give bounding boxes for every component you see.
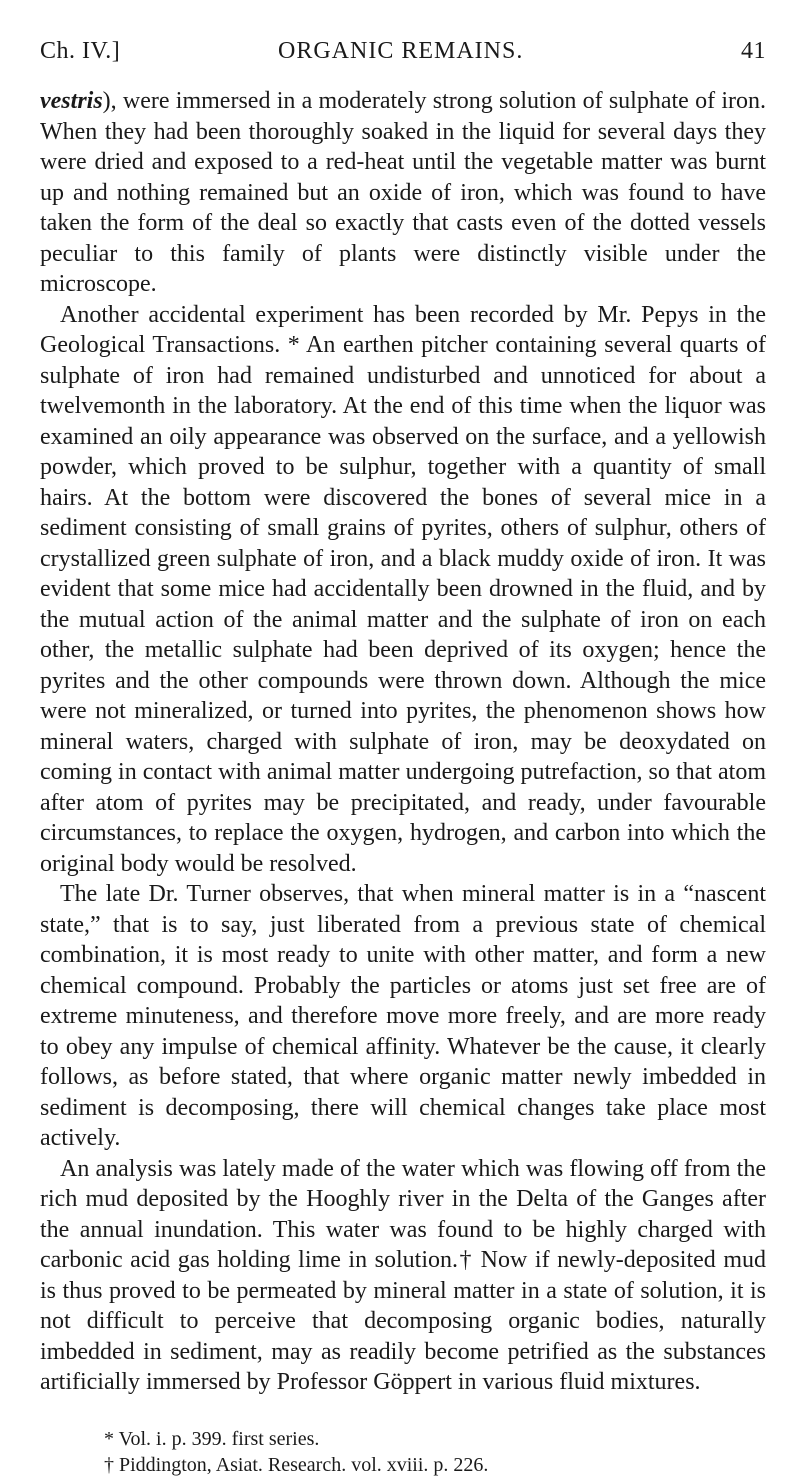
paragraph-text: Another accidental experiment has been recorded by Mr. Pepys in the Geological Transactions. * An earthen pitcher containing several quarts of sulphate of iron had remained undisturbed and unnoticed for about a twelvemonth in the laboratory. At the end of this time when the liquor was examined an oily appearance was observed on the surface, and a yellowish powder, which proved to be sulphur, together with a quantity of small hairs. At the bottom were discovered the bones of several mice in a sediment consisting of small grains of pyrites, others of sulphur, others of crystallized green sulphate of iron, and a black muddy oxide of iron. It was evident that some mice had accidentally been drowned in the fluid, and by the mutual action of the animal matter and the sulphate of iron on each other, the metallic sulphate had been deprived of its oxygen; hence the pyrites and the other compounds were thrown down. Although the mice were not mineralized, or turned into pyrites, the phenomenon shows how mineral waters, charged with sulphate of iron, may be deoxydated on coming in contact with animal matter undergoing putrefaction, so that atom after atom of pyrites may be precipitated, and ready, under favourable circumstances, to replace the oxygen, hydrogen, and carbon into which the original body would be resolved. xyxy=(40,301,766,877)
chapter-label: Ch. IV.] xyxy=(40,38,121,64)
paragraph-text: The late Dr. Turner observes, that when mineral matter is in a “nascent state,” that is to say, just liberated from a previous state of chemical combination, it is most ready to unite with other matter, and form a new chemical compound. Probably the particles or atoms just set free are of extreme minuteness, and therefore move more freely, and are more ready to obey any impulse of chemical affinity. Whatever be the cause, it clearly follows, as before stated, that where organic matter newly imbedded in sediment is decomposing, there will chemical changes take place most actively. xyxy=(40,881,766,1151)
paragraph-text: An analysis was lately made of the water which was flowing off from the rich mud deposited by the Hooghly river in the Delta of the Ganges after the annual inundation. This water was found to be highly charged with carbonic acid gas holding lime in solution.† Now if newly-deposited mud is thus proved to be permeated by mineral matter in a state of solution, it is not difficult to perceive that decomposing organic bodies, naturally imbedded in sediment, may as readily become petrified as the substances artificially immersed by Professor Göppert in various fluid mixtures. xyxy=(40,1155,766,1395)
body-text xyxy=(40,86,766,1398)
paragraph xyxy=(40,879,766,1154)
running-title: ORGANIC REMAINS. xyxy=(278,38,524,64)
paragraph-text: ), were immersed in a moderately strong solution of sulphate of iron. When they had been thoroughly soaked in the liquid for several days they were dried and exposed to a red-heat until the vegetable matter was burnt up and nothing remained but an oxide of iron, which was found to have taken the form of the deal so exactly that casts even of the dotted vessels peculiar to this family of plants were distinctly visible under the microscope. xyxy=(40,88,766,297)
footnote: † Piddington, Asiat. Research. vol. xviii. p. 226. xyxy=(104,1453,489,1476)
running-header xyxy=(40,22,766,66)
footnotes xyxy=(40,1426,766,1478)
footnote: * Vol. i. p. 399. first series. xyxy=(104,1427,320,1450)
paragraph xyxy=(40,300,766,880)
italic-lead-word: vestris xyxy=(40,88,103,114)
paragraph-continued xyxy=(40,86,766,300)
page-number: 41 xyxy=(741,38,766,64)
paragraph xyxy=(40,1154,766,1398)
